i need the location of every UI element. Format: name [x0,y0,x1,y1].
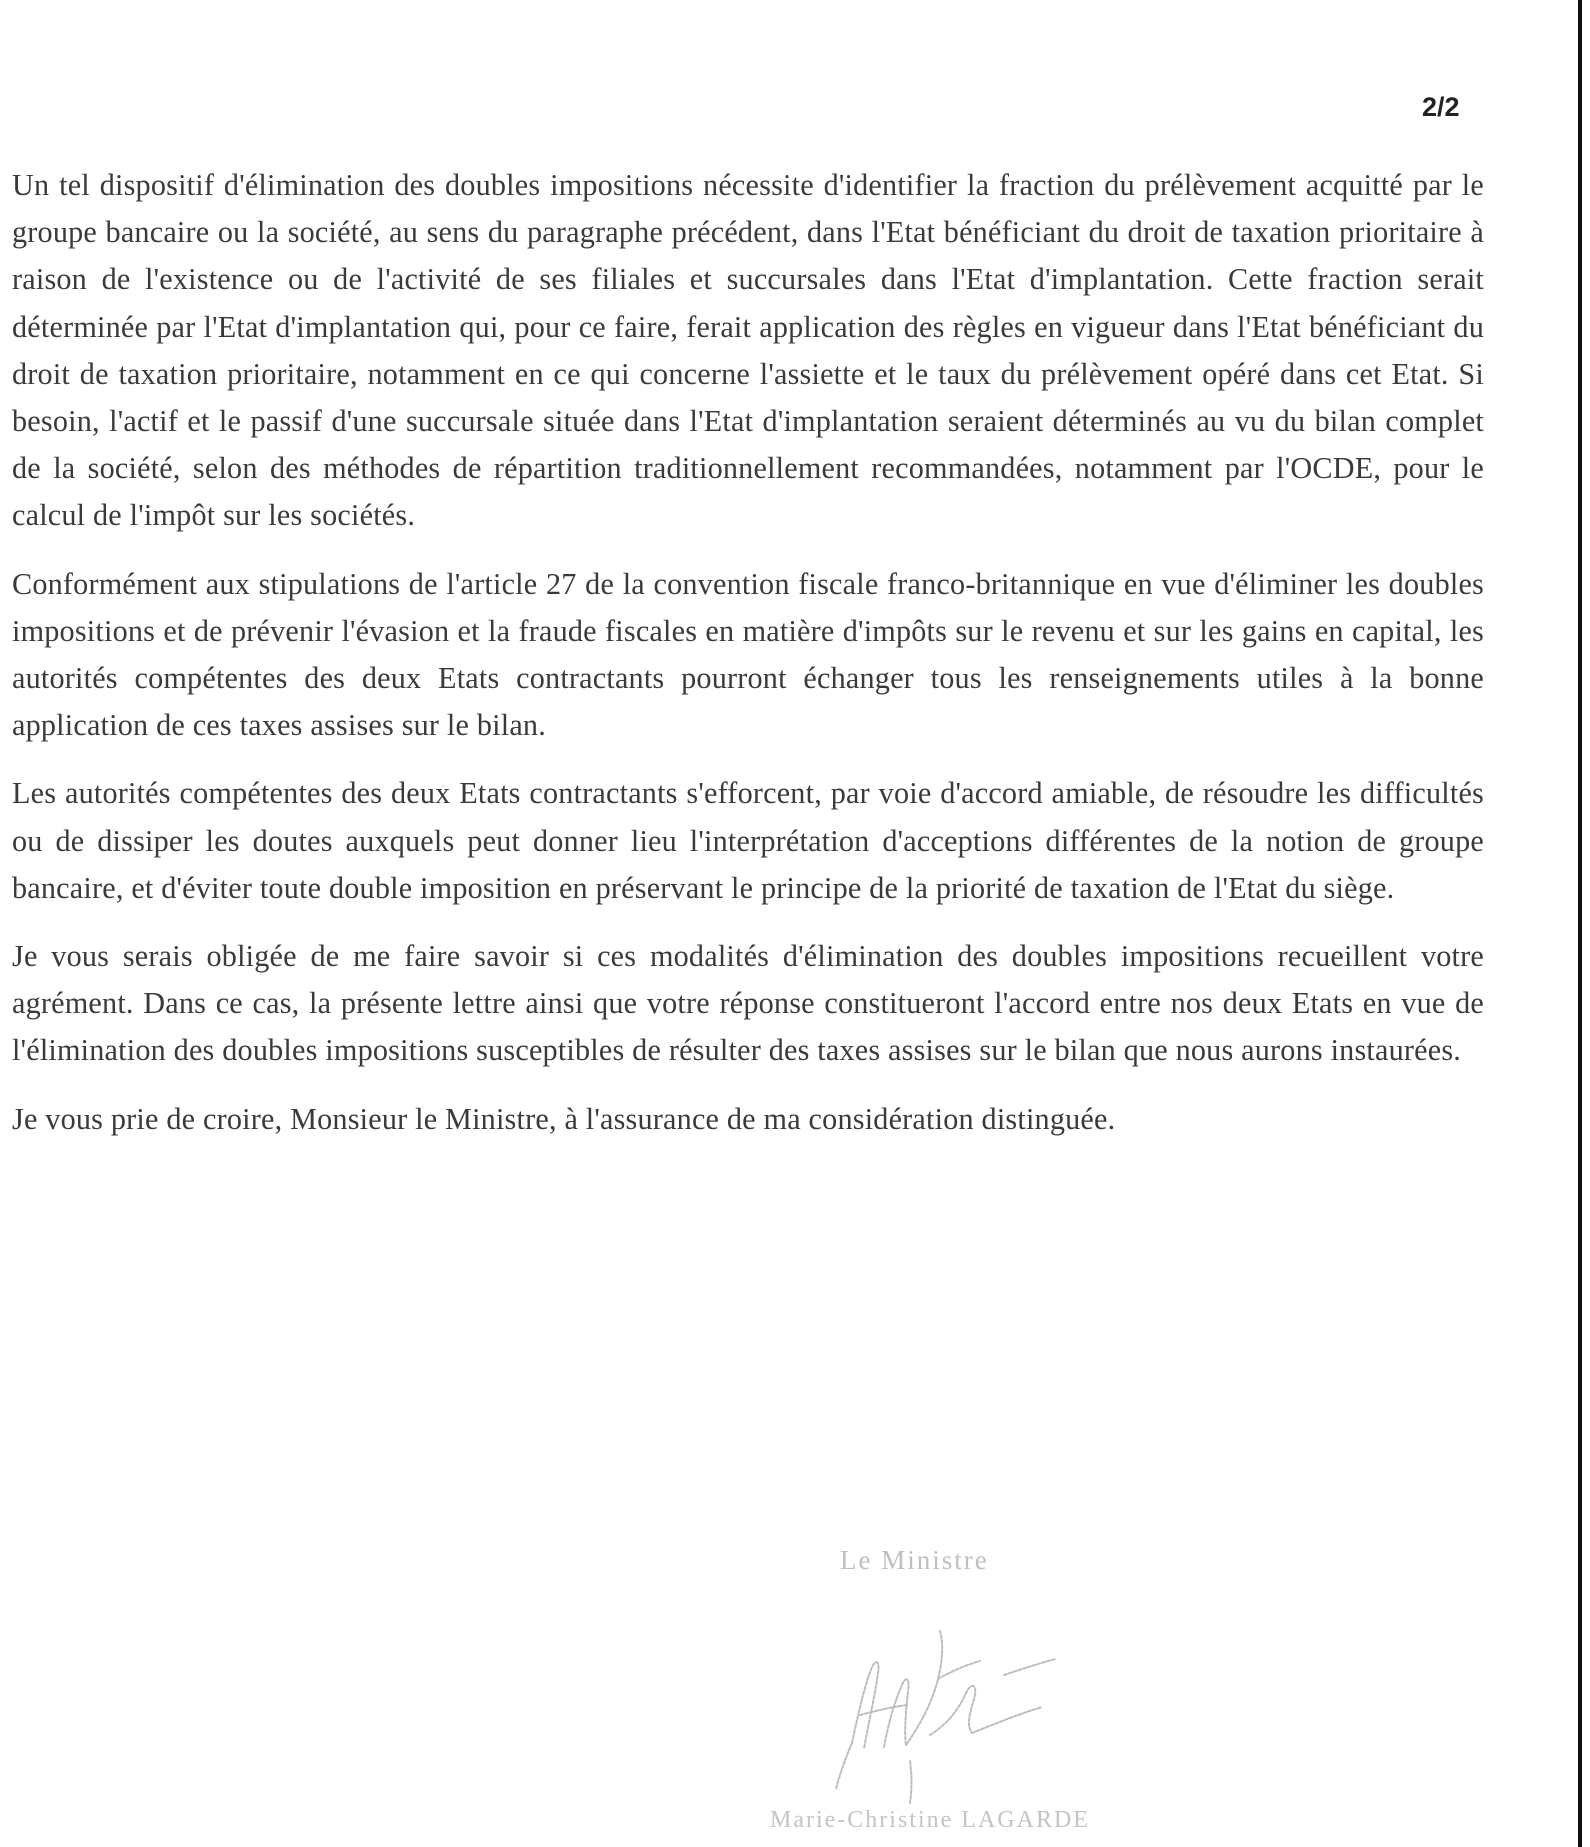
handwritten-signature [760,1575,1180,1805]
signature-block [760,1545,1190,1845]
paragraph-information-exchange: Conformément aux stipulations de l'article 27 de la convention fiscale franco-britannique en vue d'éliminer les doubles impositions et de prévenir l'évasion et la fraude fiscales en matière d'impôts sur le revenu et sur les gains en capital, les autorités compétentes des deux Etats contractants pourront échanger tous les renseignements utiles à la bonne application de ces taxes assises sur le bilan. [12,566,1484,743]
paragraph-closing-formula: Je vous prie de croire, Monsieur le Ministre, à l'assurance de ma considération distinguée. [12,1101,1116,1136]
paragraph-mutual-agreement: Les autorités compétentes des deux Etats contractants s'efforcent, par voie d'accord amiable, de résoudre les difficultés ou de dissiper les doutes auxquels peut donner lieu l'interprétation d'acceptions différentes de la notion de groupe bancaire, et d'éviter toute double imposition en préservant le principe de la priorité de taxation de l'Etat du siège. [12,776,1484,905]
page-number: 2/2 [1422,92,1460,122]
signatory-name: Marie-Christine LAGARDE [770,1807,1090,1833]
paragraph-request-agreement: Je vous serais obligée de me faire savoir si ces modalités d'élimination des doubles impositions recueillent votre agrément. Dans ce cas, la présente lettre ainsi que votre réponse constitueront l'accord entre nos deux Etats en vue de l'élimination des doubles impositions susceptibles de résulter des taxes assises sur le bilan que nous aurons instaurées. [12,939,1484,1068]
signatory-title: Le Ministre [840,1545,989,1575]
letter-body [12,162,1484,1164]
right-margin-rule [1578,0,1582,1847]
paragraph-elimination-mechanism: Un tel dispositif d'élimination des doubles impositions nécessite d'identifier la fraction du prélèvement acquitté par le groupe bancaire ou la société, au sens du paragraphe précédent, dans l'Etat bénéficiant du droit de taxation prioritaire à raison de l'existence ou de l'activité de ses filiales et succursales dans l'Etat d'implantation. Cette fraction serait déterminée par l'Etat d'implantation qui, pour ce faire, ferait application des règles en vigueur dans l'Etat bénéficiant du droit de taxation prioritaire, notamment en ce qui concerne l'assiette et le taux du prélèvement opéré dans cet Etat. Si besoin, l'actif et le passif d'une succursale située dans l'Etat d'implantation seraient déterminés au vu du bilan complet de la société, selon des méthodes de répartition traditionnellement recommandées, notamment par l'OCDE, pour le calcul de l'impôt sur les sociétés. [12,168,1484,533]
